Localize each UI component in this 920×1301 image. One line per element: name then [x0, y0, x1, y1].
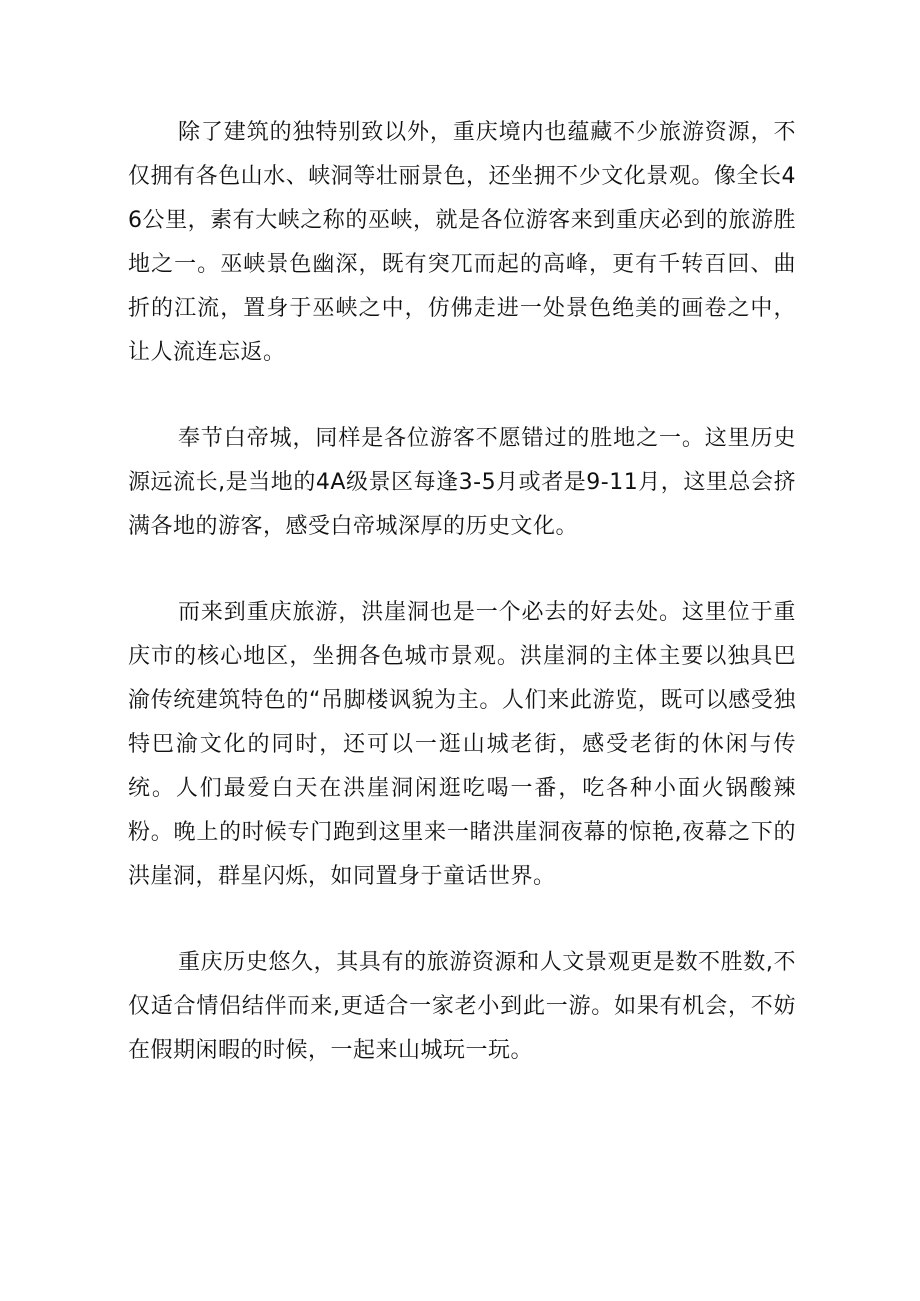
paragraph-conclusion: 重庆历史悠久，其具有的旅游资源和人文景观更是数不胜数,不仅适合情侣结伴而来,更适合一家老小到此一游。如果有机会，不妨在假期闲暇的时候，一起来山城玩一玩。	[128, 950, 796, 1063]
paragraph-baidicheng: 奉节白帝城，同样是各位游客不愿错过的胜地之一。这里历史源远流长,是当地的4A级景区每逢3-5月或者是9-11月，这里总会挤满各地的游客，感受白帝城深厚的历史文化。	[128, 426, 796, 539]
document-body	[128, 111, 796, 1115]
paragraph-hongyadong: 而来到重庆旅游，洪崖洞也是一个必去的好去处。这里位于重庆市的核心地区，坐拥各色城市景观。洪崖洞的主体主要以独具巴渝传统建筑特色的“吊脚楼讽貌为主。人们来此游览，既可以感受独特巴渝文化的同时，还可以一逛山城老街，感受老街的休闲与传统。人们最爱白天在洪崖洞闲逛吃喝一番，吃各种小面火锅酸辣粉。晚上的时候专门跑到这里来一睹洪崖洞夜幕的惊艳,夜幕之下的洪崖洞，群星闪烁，如同置身于童话世界。	[128, 600, 796, 889]
paragraph-wuxia: 除了建筑的独特别致以外，重庆境内也蕴藏不少旅游资源，不仅拥有各色山水、峡洞等壮丽景色，还坐拥不少文化景观。像全长46公里，素有大峡之称的巫峡，就是各位游客来到重庆必到的旅游胜地之一。巫峡景色幽深，既有突兀而起的高峰，更有千转百回、曲折的江流，置身于巫峡之中，仿佛走进一处景色绝美的画卷之中，让人流连忘返。	[128, 120, 796, 365]
